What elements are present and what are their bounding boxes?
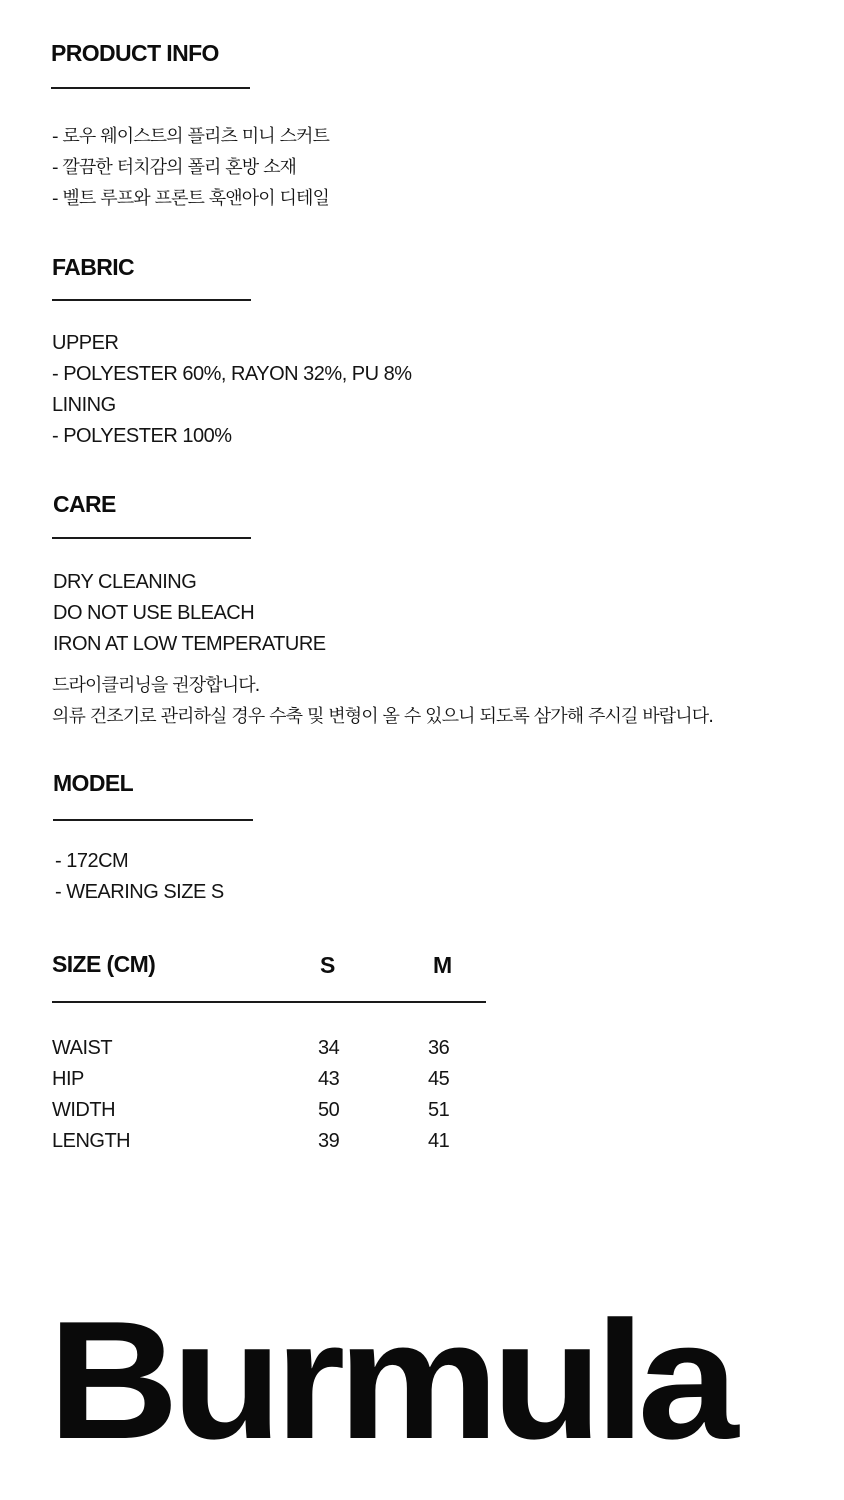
size-value-m: 45 [428,1068,450,1090]
size-value-m: 51 [428,1099,450,1121]
fabric-line: - POLYESTER 60%, RAYON 32%, PU 8% [52,363,412,385]
product-info-line: - 깔끔한 터치감의 폴리 혼방 소재 [52,157,297,178]
product-info-heading: PRODUCT INFO [51,40,219,66]
table-row [52,1126,492,1157]
table-row [52,1095,492,1126]
care-line: DRY CLEANING [53,571,197,593]
fabric-heading: FABRIC [52,254,135,280]
fabric-divider [52,299,251,301]
care-heading: CARE [53,491,116,517]
size-value-m: 36 [428,1037,450,1059]
product-info-line: - 벨트 루프와 프론트 훅앤아이 디테일 [52,188,330,209]
size-row-label: WIDTH [52,1099,116,1121]
product-info-line: - 로우 웨이스트의 플리츠 미니 스커트 [52,126,330,147]
model-line: - 172CM [55,850,129,872]
size-row-label: WAIST [52,1037,113,1059]
size-column-header-s: S [320,952,335,978]
size-column-header-m: M [433,952,452,978]
fabric-line: - POLYESTER 100% [52,425,232,447]
care-note: 드라이클리닝을 권장합니다. [52,675,260,696]
size-value-s: 50 [318,1099,340,1121]
size-value-s: 34 [318,1037,340,1059]
size-row-label: HIP [52,1068,84,1090]
model-divider [53,819,253,821]
care-line: IRON AT LOW TEMPERATURE [53,633,326,655]
product-info-divider [51,87,250,89]
size-table-divider [52,1001,486,1003]
fabric-line: UPPER [52,332,119,354]
brand-logo: Burmula [48,1286,732,1474]
care-note: 의류 건조기로 관리하실 경우 수축 및 변형이 올 수 있으니 되도록 삼가해 주시길 바랍니다. [52,706,714,727]
care-divider [52,537,251,539]
size-value-s: 43 [318,1068,340,1090]
size-row-label: LENGTH [52,1130,131,1152]
fabric-line: LINING [52,394,116,416]
model-line: - WEARING SIZE S [55,881,224,903]
table-row [52,1064,492,1095]
table-row [52,1033,492,1064]
size-table-heading: SIZE (CM) [52,951,156,977]
size-value-s: 39 [318,1130,340,1152]
care-line: DO NOT USE BLEACH [53,602,255,624]
size-value-m: 41 [428,1130,450,1152]
model-heading: MODEL [53,770,134,796]
